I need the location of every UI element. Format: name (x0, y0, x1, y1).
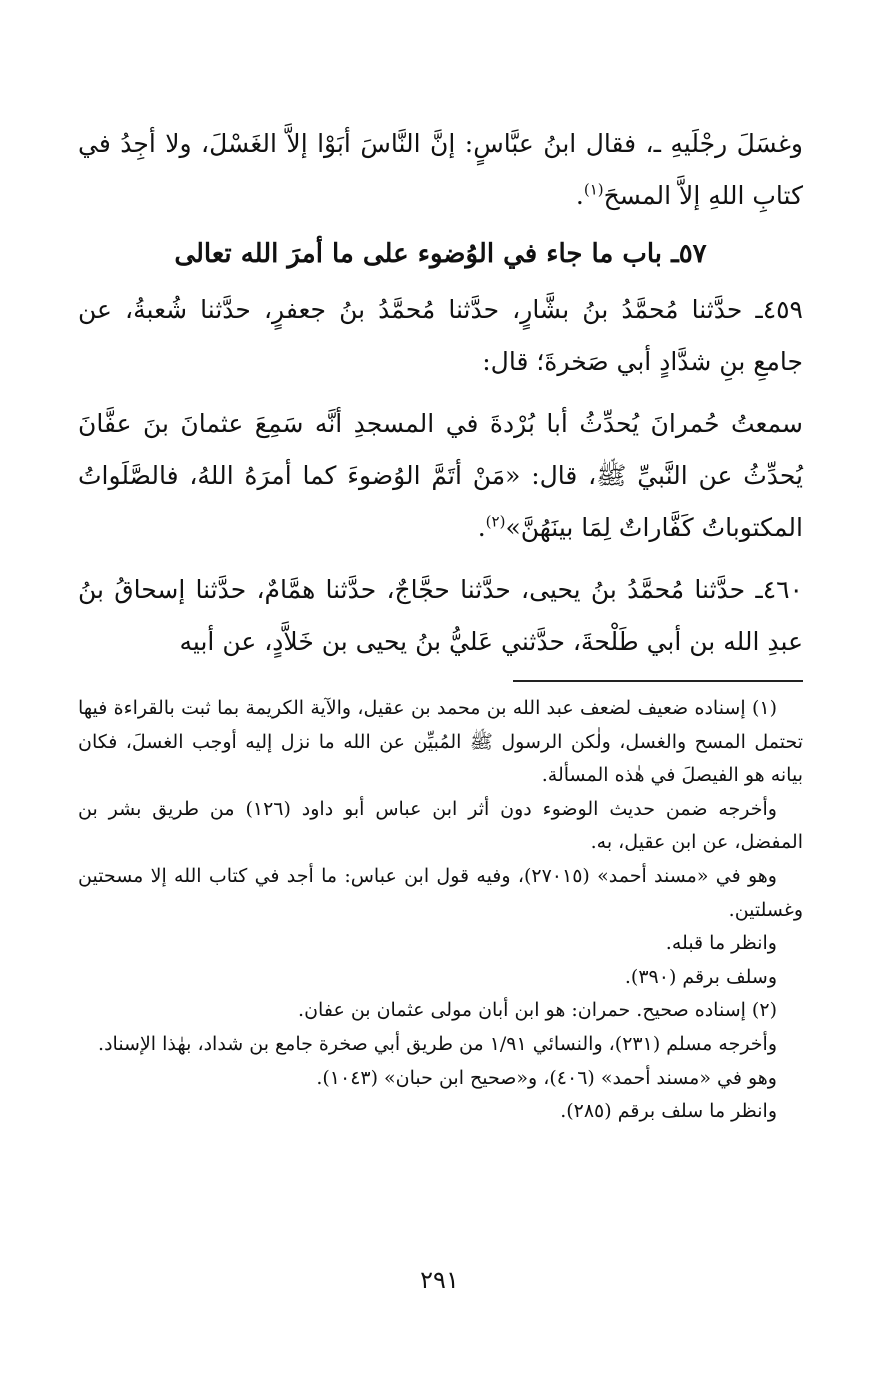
chapter-heading: ٥٧ـ باب ما جاء في الوُضوء على ما أمرَ الله تعالى (174, 239, 707, 269)
footnote-1-see-before: وانظر ما قبله. (665, 932, 777, 955)
footnote-divider (513, 680, 803, 682)
page-number: ٢٩١ (420, 1266, 459, 1294)
footnote-2-see-previous: وانظر ما سلف برقم (٢٨٥). (560, 1100, 777, 1123)
hadith-459-isnad: ٤٥٩ـ حدَّثنا مُحمَّدُ بنُ بشَّارٍ، حدَّثنا مُحمَّدُ بنُ جعفرٍ، حدَّثنا شُعبةُ، عن جامعِ بنِ شدَّادٍ أبي صَخرةَ؛ قال: (78, 295, 803, 376)
page-body (78, 118, 803, 1129)
footnote-ref-1: (١) (583, 180, 604, 199)
footnote-1-takhrij: وأخرجه ضمن حديث الوضوء دون أثر ابن عباس أبو داود (١٢٦) من طريق بشر بن المفضل، عن ابن عقيل، به. (78, 797, 803, 854)
footnotes (78, 692, 803, 1129)
hadith-459-matn: سمعتُ حُمرانَ يُحدِّثُ أبا بُرْدةَ في المسجدِ أنَّه سَمِعَ عثمانَ بنَ عفَّانَ يُحدِّثُ عن النَّبيِّ ﷺ، قال: «مَنْ أتَمَّ الوُضوءَ كما أمرَهُ اللهُ، فالصَّلَواتُ المكتوباتُ كَفَّاراتٌ لِمَا بينَهُنَّ»$^{(٢)}$. (78, 409, 803, 542)
footnote-2-musnad: وهو في «مسند أحمد» (٤٠٦)، و«صحيح ابن حبان» (١٠٤٣). (316, 1066, 777, 1089)
footnote-1-musnad: وهو في «مسند أحمد» (٢٧٠١٥)، وفيه قول ابن عباس: ما أجد في كتاب الله إلا مسحتين وغسلتين. (78, 864, 803, 921)
main-text (78, 118, 803, 668)
footnote-1-previous: وسلف برقم (٣٩٠). (624, 965, 777, 988)
footnote-2-takhrij: وأخرجه مسلم (٢٣١)، والنسائي ١/٩١ من طريق أبي صخرة جامع بن شداد، بهٰذا الإسناد. (98, 1032, 777, 1055)
paragraph-continuation: وغسَلَ رجْلَيهِ ـ، فقال ابنُ عبَّاسٍ: إنَّ النَّاسَ أبَوْا إلاَّ الغَسْلَ، ولا أجِدُ في كتابِ اللهِ إلاَّ المسحَ$^{(١)}$. (78, 129, 803, 210)
footnote-2: (٢) إسناده صحيح. حمران: هو ابن أبان مولى عثمان بن عفان. (298, 999, 777, 1022)
hadith-460-isnad: ٤٦٠ـ حدَّثنا مُحمَّدُ بنُ يحيى، حدَّثنا حجَّاجٌ، حدَّثنا همَّامٌ، حدَّثنا إسحاقُ بنُ عبدِ الله بن أبي طَلْحةَ، حدَّثني عَليُّ بنُ يحيى بن خَلاَّدٍ، عن أبيه (78, 575, 803, 656)
footnote-ref-2: (٢) (485, 512, 506, 531)
footnote-1: (١) إسناده ضعيف لضعف عبد الله بن محمد بن عقيل، والآية الكريمة بما ثبت بالقراءة فيها تحتمل المسح والغسل، ولٰكن الرسول ﷺ المُبيِّن عن الله ما نزل إليه أوجب الغسلَ، فكان بيانه هو الفيصلَ في هٰذه المسألة. (78, 697, 803, 787)
